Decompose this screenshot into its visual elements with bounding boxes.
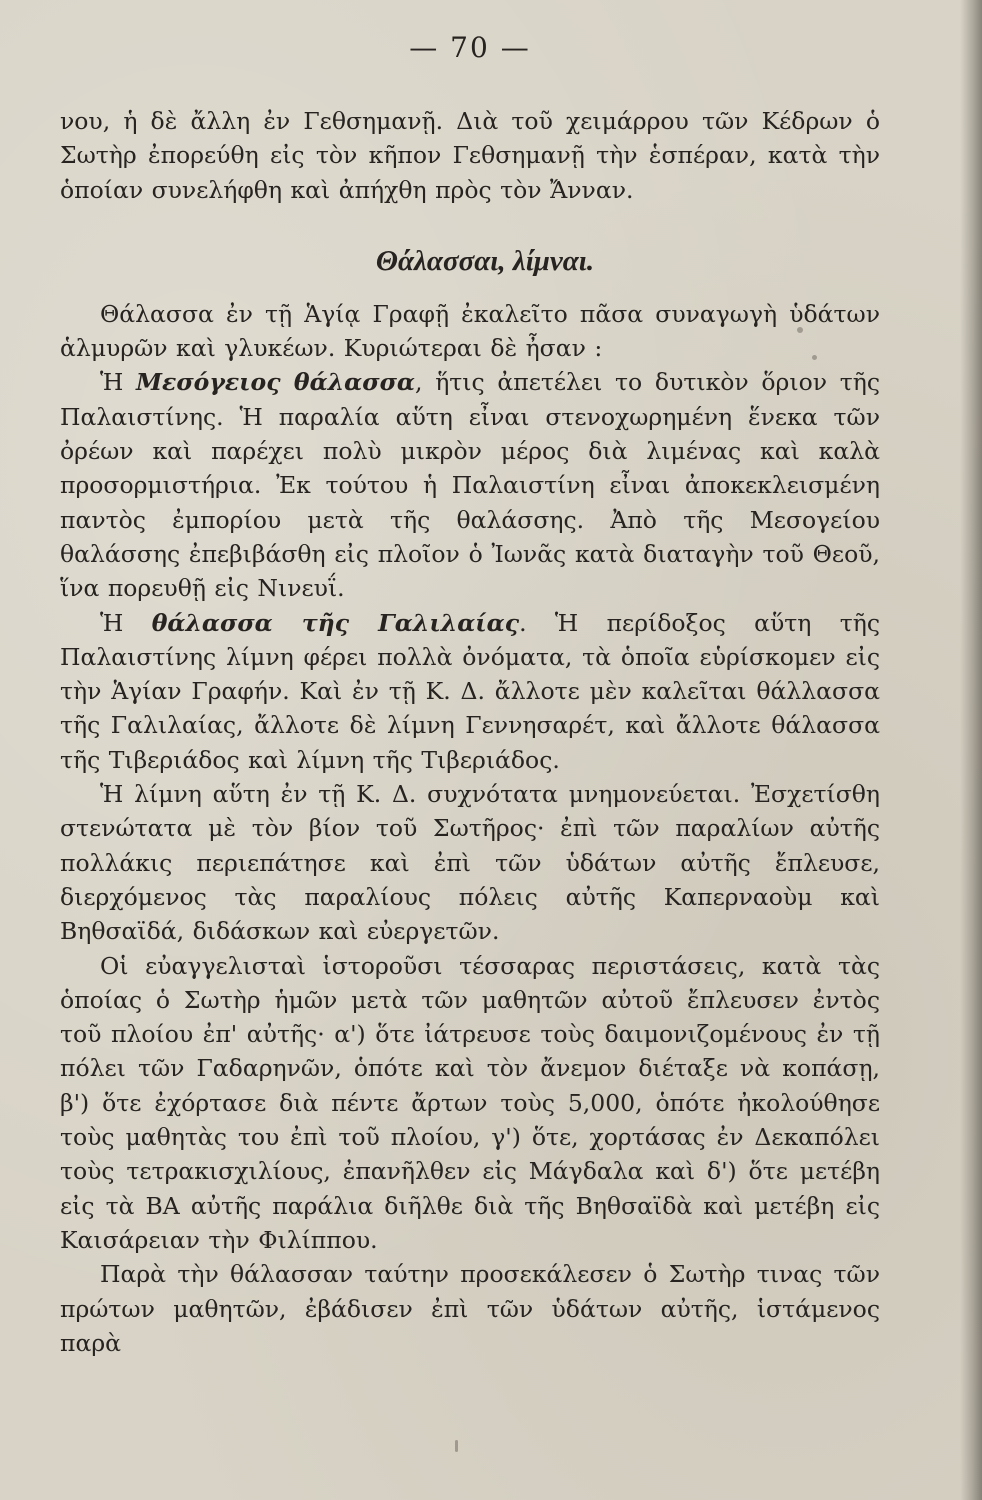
paper-speck (455, 1440, 458, 1452)
paragraph-lake-mentions: Ἡ λίμνη αὕτη ἐν τῇ Κ. Δ. συχνότατα μνημονεύεται. Ἐσχετίσθη στενώτατα μὲ τὸν βίον τοῦ Σωτῆρος· ἐπὶ τῶν παραλίων αὐτῆς πολλάκις περιεπάτησε καὶ ἐπὶ τῶν ὑδάτων αὐτῆς ἔπλευσε, διερχόμενος τὰς παραλίους πόλεις αὐτῆς Καπερναοὺμ καὶ Βηθσαϊδά, διδάσκων καὶ εὐεργετῶν. (60, 780, 880, 946)
paragraph-sea-of-galilee (60, 606, 880, 777)
paper-speck (812, 355, 817, 360)
paragraph-first-disciples: Παρὰ τὴν θάλασσαν ταύτην προσεκάλεσεν ὁ Σωτὴρ τινας τῶν πρώτων μαθητῶν, ἐβάδισεν ἐπὶ τῶν ὑδάτων αὐτῆς, ἱστάμενος παρὰ (60, 1260, 880, 1357)
paragraph-mediterranean (60, 365, 880, 605)
term-sea-of-galilee: θάλασσα τῆς Γαλιλαίας (151, 608, 520, 637)
intro-paragraph: νου, ἡ δὲ ἄλλη ἐν Γεθσημανῇ. Διὰ τοῦ χειμάρρου τῶν Κέδρων ὁ Σωτὴρ ἐπορεύθη εἰς τὸν κῆπον Γεθσημανῇ τὴν ἑσπέραν, κατὰ τὴν ὁποίαν συνελήφθη καὶ ἀπήχθη πρὸς τὸν Ἄνναν. (60, 107, 880, 204)
paragraph-lead: Ἡ (100, 608, 152, 637)
paragraph-body: , ἥτις ἀπετέλει το δυτικὸν ὅριον τῆς Παλαιστίνης. Ἡ παραλία αὕτη εἶναι στενοχωρημένη ἕνεκα τῶν ὀρέων καὶ παρέχει πολὺ μικρὸν μέρος διὰ λιμένας καὶ καλὰ προσορμιστήρια. Ἐκ τούτου ἡ Παλαιστίνη εἶναι ἀποκεκλεισμένη παντὸς ἐμπορίου μετὰ τῆς θαλάσσης. Ἀπὸ τῆς Μεσογείου θαλάσσης ἐπεβιβάσθη εἰς πλοῖον ὁ Ἰωνᾶς κατὰ διαταγὴν τοῦ Θεοῦ, ἵνα πορευθῇ εἰς Νινευΐ. (60, 368, 880, 603)
section-heading: Θάλασσαι, λίμναι. (375, 244, 595, 277)
paragraph-body: . Ἡ περίδοξος αὕτη τῆς Παλαιστίνης λίμνη φέρει πολλὰ ὀνόματα, τὰ ὁποῖα εὑρίσκομεν εἰς τὴν Ἁγίαν Γραφήν. Καὶ ἐν τῇ Κ. Δ. ἄλλοτε μὲν καλεῖται θάλλασσα τῆς Γαλιλαίας, ἄλλοτε δὲ λίμνη Γεννησαρέτ, καὶ ἄλλοτε θάλασσα τῆς Τιβεριάδος καὶ λίμνη τῆς Τιβεριάδος. (60, 608, 880, 774)
book-gutter-shadow (960, 0, 982, 1500)
term-mediterranean-sea: Μεσόγειος θάλασσα (136, 368, 415, 397)
paragraph-lead: Ἡ (100, 368, 137, 397)
paragraph-four-voyages: Οἱ εὐαγγελισταὶ ἱστοροῦσι τέσσαρας περιστάσεις, κατὰ τὰς ὁποίας ὁ Σωτὴρ ἡμῶν μετὰ τῶν μαθητῶν αὐτοῦ ἔπλευσεν ἐντὸς τοῦ πλοίου ἐπ' αὐτῆς· α') ὅτε ἰάτρευσε τοὺς δαιμονιζομένους ἐν τῇ πόλει τῶν Γαδαρηνῶν, ὁπότε καὶ τὸν ἄνεμον διέταξε νὰ κοπάσῃ, β') ὅτε ἐχόρτασε διὰ πέντε ἄρτων τοὺς 5,000, ὁπότε ἠκολούθησε τοὺς μαθητὰς του ἐπὶ τοῦ πλοίου, γ') ὅτε, χορτάσας ἐν Δεκαπόλει τοὺς τετρακισχιλίους, ἐπανῆλθεν εἰς Μάγδαλα καὶ δ') ὅτε μετέβη εἰς τὰ ΒΑ αὐτῆς παράλια διῆλθε διὰ τῆς Βηθσαϊδὰ καὶ μετέβη εἰς Καισάρειαν τὴν Φιλίππου. (60, 951, 880, 1254)
book-page (60, 28, 880, 1360)
page-number: — 70 — (409, 31, 531, 64)
paragraph-seas-definition: Θάλασσα ἐν τῇ Ἁγίᾳ Γραφῇ ἐκαλεῖτο πᾶσα συναγωγὴ ὑδάτων ἁλμυρῶν καὶ γλυκέων. Κυριώτεραι δὲ ἦσαν : (60, 299, 880, 363)
paper-speck (797, 327, 803, 333)
